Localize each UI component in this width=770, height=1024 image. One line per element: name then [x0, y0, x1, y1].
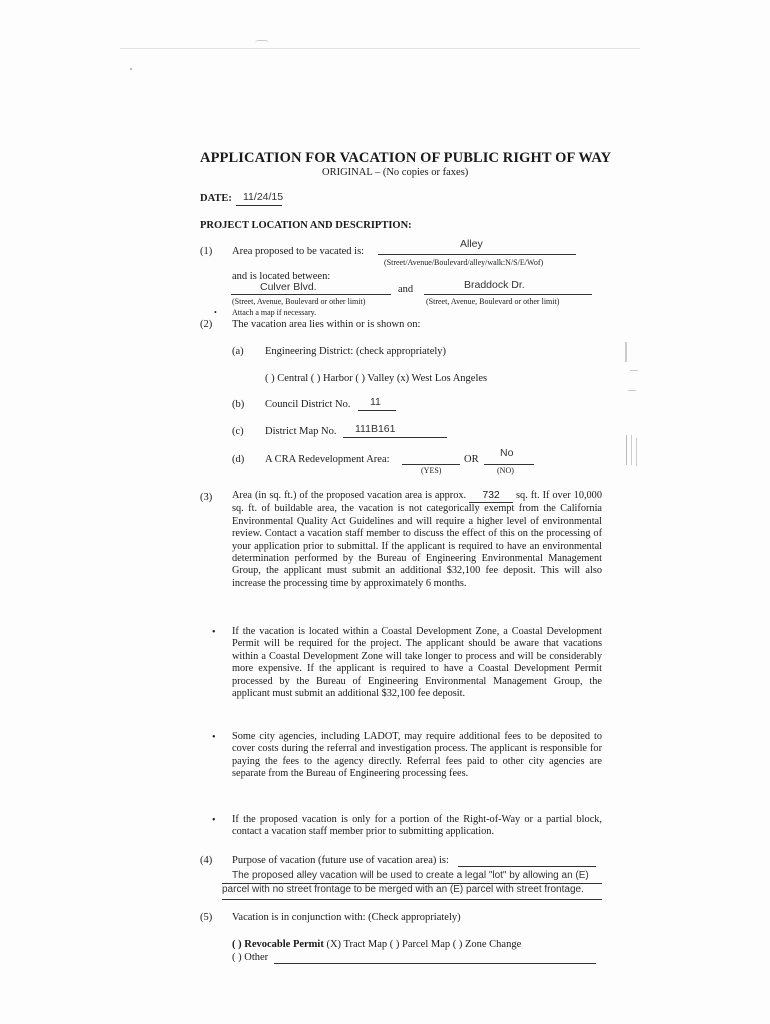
bullet-partial-text: If the proposed vacation is only for a portion of the Right-of-Way or a partial block, contact a vacation staff member prior to submitting application. [232, 814, 602, 838]
item1-number: (1) [200, 246, 213, 257]
item3-text: sq. ft. If over 10,000 sq. ft. of buildable area, the vacation is not categorically exempt from the California Environmental Quality Act Guidelines and will require a higher level of environmental review. Contact a vacation staff member to discuss the effect of this on the processing of your application prior to submittal. If the applicant is required to have an environmental determination performed by the Bureau of Engineering Environmental Management Group, the applicant must submit an additional $32,100 fee deposit. This will also increase the processing time by approximately 6 months. [232, 490, 602, 589]
cra-yes-caption: (YES) [421, 466, 442, 475]
scan-artifact [630, 370, 638, 371]
cra-no-underline [484, 464, 534, 465]
scan-artifact [636, 438, 637, 466]
item1-and: and [398, 284, 414, 295]
item2-number: (2) [200, 319, 213, 330]
other-option: ( ) Other [232, 952, 269, 963]
cra-or: OR [464, 454, 479, 465]
item5-options-row [232, 939, 521, 950]
item3-area-value: 732 [469, 490, 513, 503]
item2a-number: (a) [232, 346, 244, 357]
item1-street2-underline [424, 294, 592, 295]
item1-caption2: (Street, Avenue, Boulevard or other limit) [426, 297, 560, 306]
bullet-icon: • [212, 627, 216, 638]
date-label: DATE: [200, 193, 232, 204]
bullet-coastal-text: If the vacation is located within a Coastal Development Zone, a Coastal Development Permit will be required for the project. The applicant should be aware that vacations within a Coastal Development Zone will take longer to process and will be considerably more expensive. If the applicant is required to have a Coastal Development Permit processed by the Bureau of Engineering Environmental Management Group, the applicant must submit an additional $32,100 fee deposit. [232, 626, 602, 700]
item1-street2: Braddock Dr. [464, 279, 525, 291]
purpose-line2-underline [222, 899, 602, 900]
item1-street1-underline [231, 294, 391, 295]
item1-underline [378, 254, 576, 255]
item5-number: (5) [200, 912, 213, 923]
scan-artifact [625, 342, 627, 362]
item3-paragraph [232, 490, 602, 590]
district-map-value: 111B161 [355, 423, 396, 435]
section-heading: PROJECT LOCATION AND DESCRIPTION: [200, 220, 412, 231]
date-value: 11/24/15 [243, 191, 284, 203]
scan-artifact [626, 435, 627, 465]
other-underline [274, 963, 596, 964]
scan-artifact [628, 390, 636, 391]
scan-artifact [120, 48, 640, 49]
item2c-label: District Map No. [265, 426, 337, 437]
item4-underline [458, 866, 596, 867]
form-subtitle: ORIGINAL – (No copies or faxes) [322, 167, 469, 178]
scan-artifact [255, 40, 269, 47]
council-district-value: 11 [370, 396, 381, 408]
scan-artifact [130, 68, 132, 70]
purpose-line2: parcel with no street frontage to be merged with an (E) parcel with street frontage. [222, 884, 584, 895]
item1-caption1: (Street, Avenue, Boulevard or other limit) [232, 297, 366, 306]
item1-between-label: and is located between: [232, 271, 331, 282]
cra-no-value: No [500, 447, 514, 459]
district-map-underline [343, 437, 447, 438]
other-options: (X) Tract Map ( ) Parcel Map ( ) Zone Change [326, 939, 522, 950]
purpose-line1: The proposed alley vacation will be used to create a legal "lot" by allowing an (E) [232, 870, 589, 881]
item1-caption: (Street/Avenue/Boulevard/alley/walk:N/S/E/Wof) [384, 258, 544, 267]
bullet-icon: • [212, 732, 216, 743]
date-underline [236, 205, 282, 206]
bullet-fees-text: Some city agencies, including LADOT, may require additional fees to be deposited to cover costs during the referral and investigation process. The applicant is responsible for paying the fees to the agency directly. Referral fees paid to other city agencies are separate from the Bureau of Engineering processing fees. [232, 731, 602, 780]
item2d-number: (d) [232, 454, 245, 465]
item2b-number: (b) [232, 399, 245, 410]
bullet-icon: • [212, 815, 216, 826]
item5-label: Vacation is in conjunction with: (Check appropriately) [232, 912, 461, 923]
item1-value: Alley [460, 238, 483, 250]
item2-label: The vacation area lies within or is shown on: [232, 319, 421, 330]
map-note: Attach a map if necessary. [232, 308, 317, 317]
item1-street1: Culver Blvd. [260, 281, 317, 293]
item2a-label: Engineering District: (check appropriately) [265, 346, 447, 357]
item4-number: (4) [200, 855, 213, 866]
item2c-number: (c) [232, 426, 244, 437]
item2d-label: A CRA Redevelopment Area: [265, 454, 390, 465]
item2b-label: Council District No. [265, 399, 351, 410]
cra-yes-underline [402, 464, 460, 465]
council-district-underline [358, 410, 396, 411]
form-title: APPLICATION FOR VACATION OF PUBLIC RIGHT OF WAY [200, 150, 612, 166]
engineering-district-options: ( ) Central ( ) Harbor ( ) Valley (x) West Los Angeles [265, 373, 488, 384]
scan-artifact [631, 435, 632, 465]
cra-no-caption: (NO) [497, 466, 514, 475]
item3-number: (3) [200, 492, 213, 503]
map-note-bullet: • [214, 308, 217, 317]
item1-label: Area proposed to be vacated is: [232, 246, 365, 257]
item3-prefix: Area (in sq. ft.) of the proposed vacation area is approx. [232, 490, 467, 501]
revocable-permit-option: ( ) Revocable Permit [232, 939, 324, 950]
item4-label: Purpose of vacation (future use of vacation area) is: [232, 855, 449, 866]
